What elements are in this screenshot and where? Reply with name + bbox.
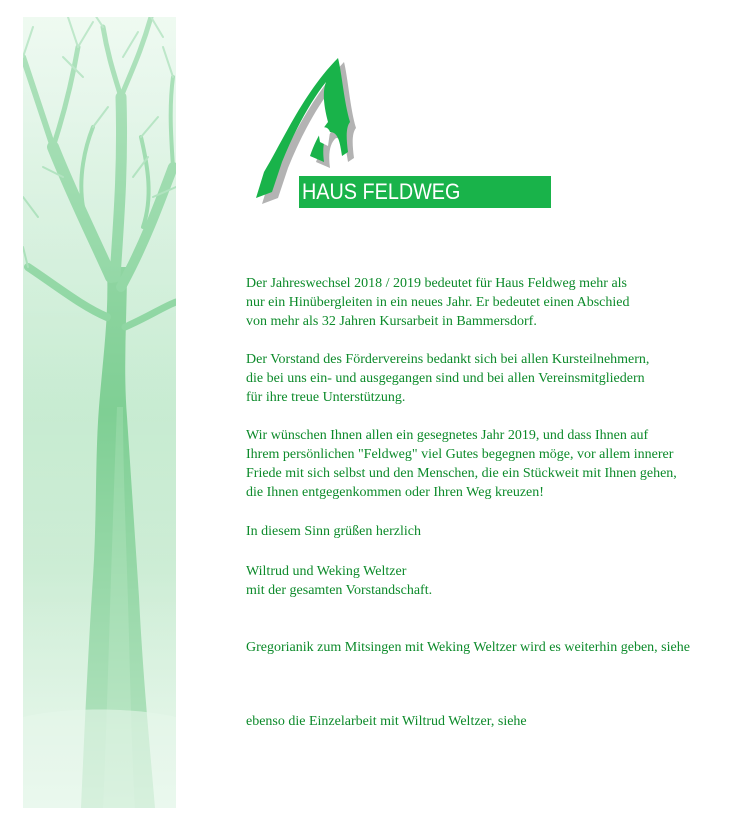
paragraph-gregorianik (246, 638, 736, 657)
paragraph-greeting (246, 522, 726, 541)
text-line: Wir wünschen Ihnen allen ein gesegnetes Jahr 2019, und dass Ihnen auf (246, 428, 649, 443)
paragraph-farewell (246, 274, 726, 331)
paragraph-signature (246, 562, 726, 600)
text-line: Der Jahreswechsel 2018 / 2019 bedeutet für Haus Feldweg mehr als (246, 276, 628, 291)
text-line: Friede mit sich selbst und den Menschen, die ein Stückweit mit Ihnen gehen, (246, 466, 677, 481)
text-line: Ihrem persönlichen "Feldweg" viel Gutes begegnen möge, vor allem innerer (246, 447, 674, 462)
text-line: In diesem Sinn grüßen herzlich (246, 524, 421, 539)
tree-photo-sidebar (23, 17, 176, 808)
text-line: Der Vorstand des Fördervereins bedankt sich bei allen Kursteilnehmern, (246, 352, 650, 367)
haus-feldweg-logo (248, 58, 558, 213)
text-line: für ihre treue Unterstützung. (246, 390, 406, 405)
paragraph-thanks (246, 350, 726, 407)
text-line: Gregorianik zum Mitsingen mit Weking Weltzer wird es weiterhin geben, siehe (246, 640, 690, 655)
text-line: ebenso die Einzelarbeit mit Wiltrud Weltzer, siehe (246, 714, 527, 729)
paragraph-wishes (246, 426, 726, 502)
logo-title: HAUS FELDWEG (302, 179, 461, 204)
text-line: nur ein Hinübergleiten in ein neues Jahr. Er bedeutet einen Abschied (246, 295, 630, 310)
paragraph-einzelarbeit (246, 712, 736, 731)
tree-photo-icon (23, 17, 176, 808)
text-line: Wiltrud und Weking Weltzer (246, 564, 407, 579)
text-line: mit der gesamten Vorstandschaft. (246, 583, 433, 598)
text-line: die bei uns ein- und ausgegangen sind und bei allen Vereinsmitgliedern (246, 371, 645, 386)
text-line: die Ihnen entgegenkommen oder Ihren Weg kreuzen! (246, 485, 544, 500)
text-line: von mehr als 32 Jahren Kursarbeit in Bammersdorf. (246, 314, 537, 329)
